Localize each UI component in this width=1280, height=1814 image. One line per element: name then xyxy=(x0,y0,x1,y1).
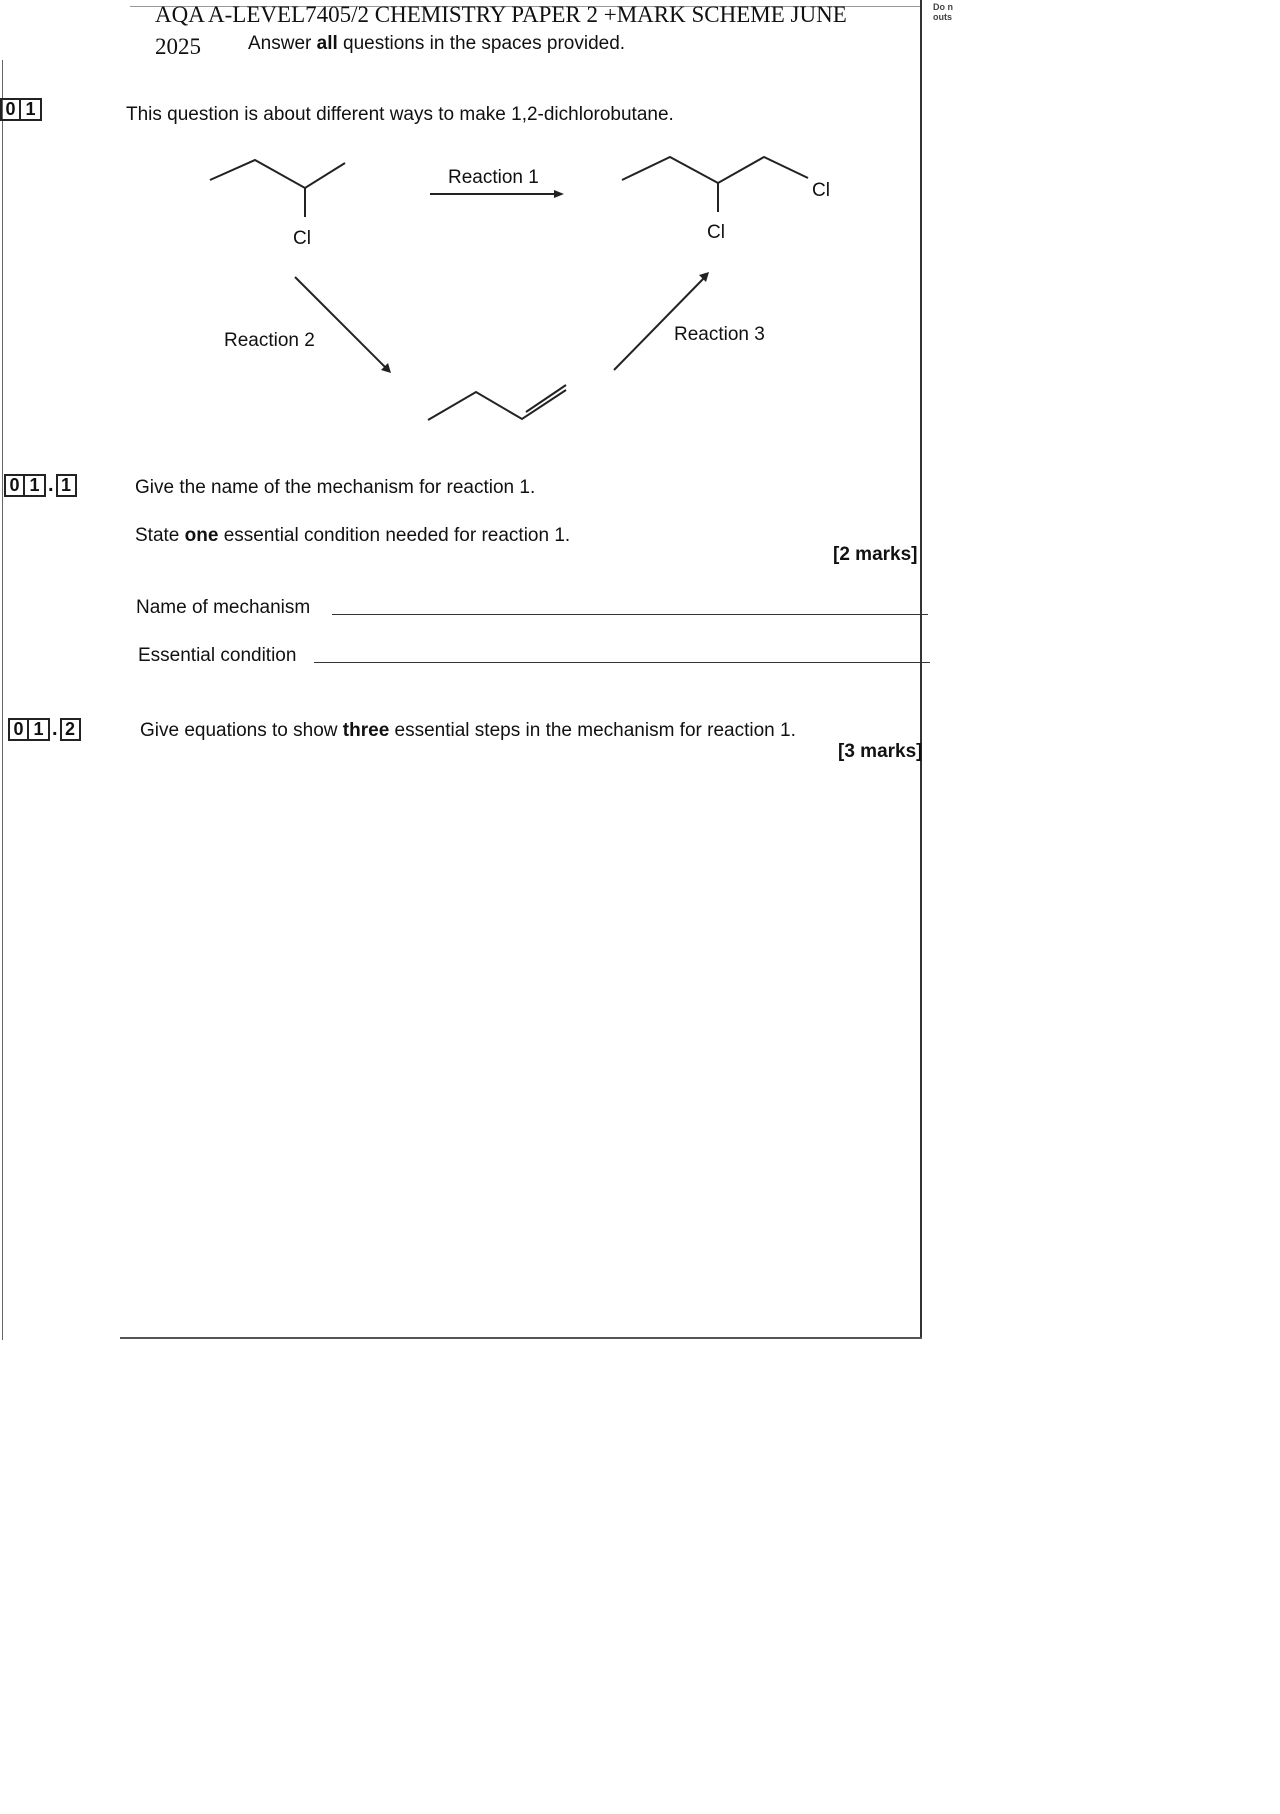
marks-label: [3 marks] xyxy=(838,741,923,762)
question-digit: 1 xyxy=(29,718,50,741)
question-01-2-text xyxy=(140,720,796,742)
condition-bold: one xyxy=(184,525,219,546)
question-01-text: This question is about different ways to make 1,2-dichlorobutane. xyxy=(126,104,674,125)
condition-prefix: State xyxy=(135,525,185,546)
reaction-scheme xyxy=(0,0,1280,440)
reactant-cl-label: Cl xyxy=(293,228,311,249)
alkene-skeleton xyxy=(428,390,566,420)
alkene-double-bond xyxy=(526,385,566,412)
reaction2-arrow-line xyxy=(295,277,386,368)
mechanism-answer-line[interactable] xyxy=(332,614,928,615)
number-separator: . xyxy=(52,718,58,740)
instruction-prefix: Answer xyxy=(248,33,317,54)
question-digit: 0 xyxy=(0,98,21,121)
document-title: AQA A-LEVEL7405/2 CHEMISTRY PAPER 2 +MARK SCHEME JUNE xyxy=(155,2,847,27)
reaction3-label: Reaction 3 xyxy=(674,324,765,345)
question-digit: 1 xyxy=(56,474,77,497)
page-bottom-edge xyxy=(120,1337,922,1339)
question-digit: 2 xyxy=(60,718,81,741)
question-digit: 0 xyxy=(4,474,25,497)
question-01-1-text: Give the name of the mechanism for reaction 1. xyxy=(135,477,536,498)
product-skeleton xyxy=(622,157,808,183)
q012-suffix: essential steps in the mechanism for reaction 1. xyxy=(389,720,796,741)
question-digit: 1 xyxy=(21,98,42,121)
marks-label: [2 marks] xyxy=(833,544,918,565)
product-cl-label-1: Cl xyxy=(812,180,830,201)
condition-label: Essential condition xyxy=(138,645,297,666)
instruction-bold: all xyxy=(316,33,338,54)
reaction1-arrow-head xyxy=(554,190,564,198)
q012-bold: three xyxy=(342,720,390,741)
question-number-box xyxy=(8,718,81,741)
reaction2-label: Reaction 2 xyxy=(224,330,315,351)
product-cl-label-2: Cl xyxy=(707,222,725,243)
condition-answer-line[interactable] xyxy=(314,662,930,663)
question-digit: 1 xyxy=(25,474,46,497)
q012-prefix: Give equations to show xyxy=(140,720,343,741)
question-number-box xyxy=(4,474,77,497)
condition-suffix: essential condition needed for reaction 1. xyxy=(218,525,571,546)
reactant-skeleton xyxy=(210,160,345,188)
mechanism-label: Name of mechanism xyxy=(136,597,311,618)
question-digit: 0 xyxy=(8,718,29,741)
instruction-suffix: questions in the spaces provided. xyxy=(337,33,626,54)
document-year: 2025 xyxy=(155,34,201,59)
question-01-1-condition xyxy=(135,525,570,547)
reaction1-label: Reaction 1 xyxy=(448,167,539,188)
number-separator: . xyxy=(48,474,54,496)
margin-note-graphic: Do n outs xyxy=(933,2,953,22)
